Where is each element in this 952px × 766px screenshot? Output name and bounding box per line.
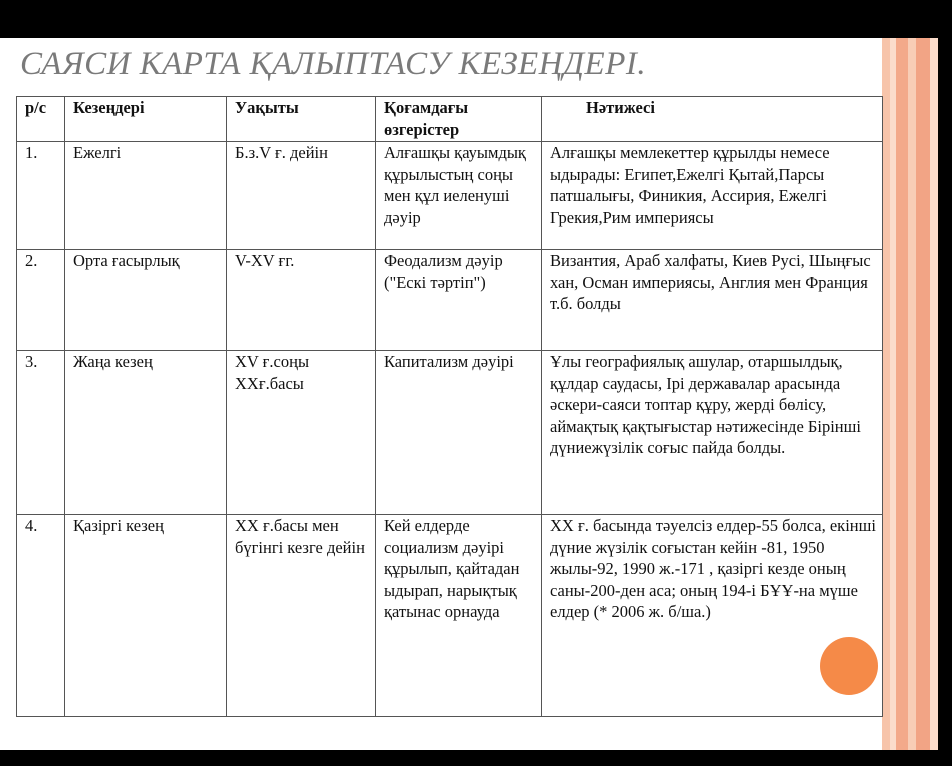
row-changes: Феодализм дәуір ("Ескі тәртіп") (376, 250, 542, 351)
row-period: Жаңа кезең (65, 351, 227, 515)
table-row (17, 250, 883, 351)
row-period: Орта ғасырлық (65, 250, 227, 351)
row-period: Қазіргі кезең (65, 515, 227, 717)
table-row (17, 351, 883, 515)
row-number: 1. (17, 142, 65, 250)
table-row (17, 142, 883, 250)
periods-table (16, 96, 883, 717)
bottom-black-bar (0, 750, 952, 766)
row-result: Ұлы географиялық ашулар, отаршылдық, құлдар саудасы, Ірі державалар арасында әскери-саяси топтар құру, жерді бөлісу, аймақтық қақтығыстар нәтижесінде Бірінші дүниежүзілік соғыс пайда болды. (542, 351, 883, 515)
slide-title: САЯСИ КАРТА ҚАЛЫПТАСУ КЕЗЕҢДЕРІ. (20, 46, 647, 82)
row-changes: Алғашқы қауымдық құрылыстың соңы мен құл иеленуші дәуір (376, 142, 542, 250)
table-row (17, 515, 883, 717)
decorative-stripes (882, 38, 952, 750)
stripe (930, 38, 938, 750)
header-time: Уақыты (227, 97, 376, 142)
row-result: Византия, Араб халфаты, Киев Русі, Шыңғыс хан, Осман империясы, Англия мен Франция т.б. болды (542, 250, 883, 351)
header-num: р/с (17, 97, 65, 142)
header-period: Кезеңдері (65, 97, 227, 142)
row-number: 3. (17, 351, 65, 515)
row-number: 2. (17, 250, 65, 351)
row-number: 4. (17, 515, 65, 717)
row-time: XV ғ.соңы XXғ.басы (227, 351, 376, 515)
row-result: XX ғ. басында тәуелсіз елдер-55 болса, екінші дүние жүзілік соғыстан кейін -81, 1950 жылы-92, 1990 ж.-171 , қазіргі кезде оның саны-200-ден аса; оның 194-і БҰҰ-на мүше елдер (* 2006 ж. б/ша.) (542, 515, 883, 717)
row-changes: Кей елдерде социализм дәуірі құрылып, қайтадан ыдырап, нарықтық қатынас орнауда (376, 515, 542, 717)
table-header-row (17, 97, 883, 142)
row-period: Ежелгі (65, 142, 227, 250)
header-result: Нәтижесі (542, 97, 883, 142)
orange-circle-decoration (820, 637, 878, 695)
stripe (908, 38, 916, 750)
row-time: Б.з.V ғ. дейін (227, 142, 376, 250)
row-time: XX ғ.басы мен бүгінгі кезге дейін (227, 515, 376, 717)
row-changes: Капитализм дәуірі (376, 351, 542, 515)
header-changes: Қоғамдағы өзгерістер (376, 97, 542, 142)
stripe (882, 38, 890, 750)
stripe (896, 38, 908, 750)
stripe (916, 38, 930, 750)
row-result: Алғашқы мемлекеттер құрылды немесе ыдырады: Египет,Ежелгі Қытай,Парсы патшалығы, Финикия, Ассирия, Ежелгі Грекия,Рим империясы (542, 142, 883, 250)
stripe (938, 38, 952, 750)
row-time: V-XV ғг. (227, 250, 376, 351)
